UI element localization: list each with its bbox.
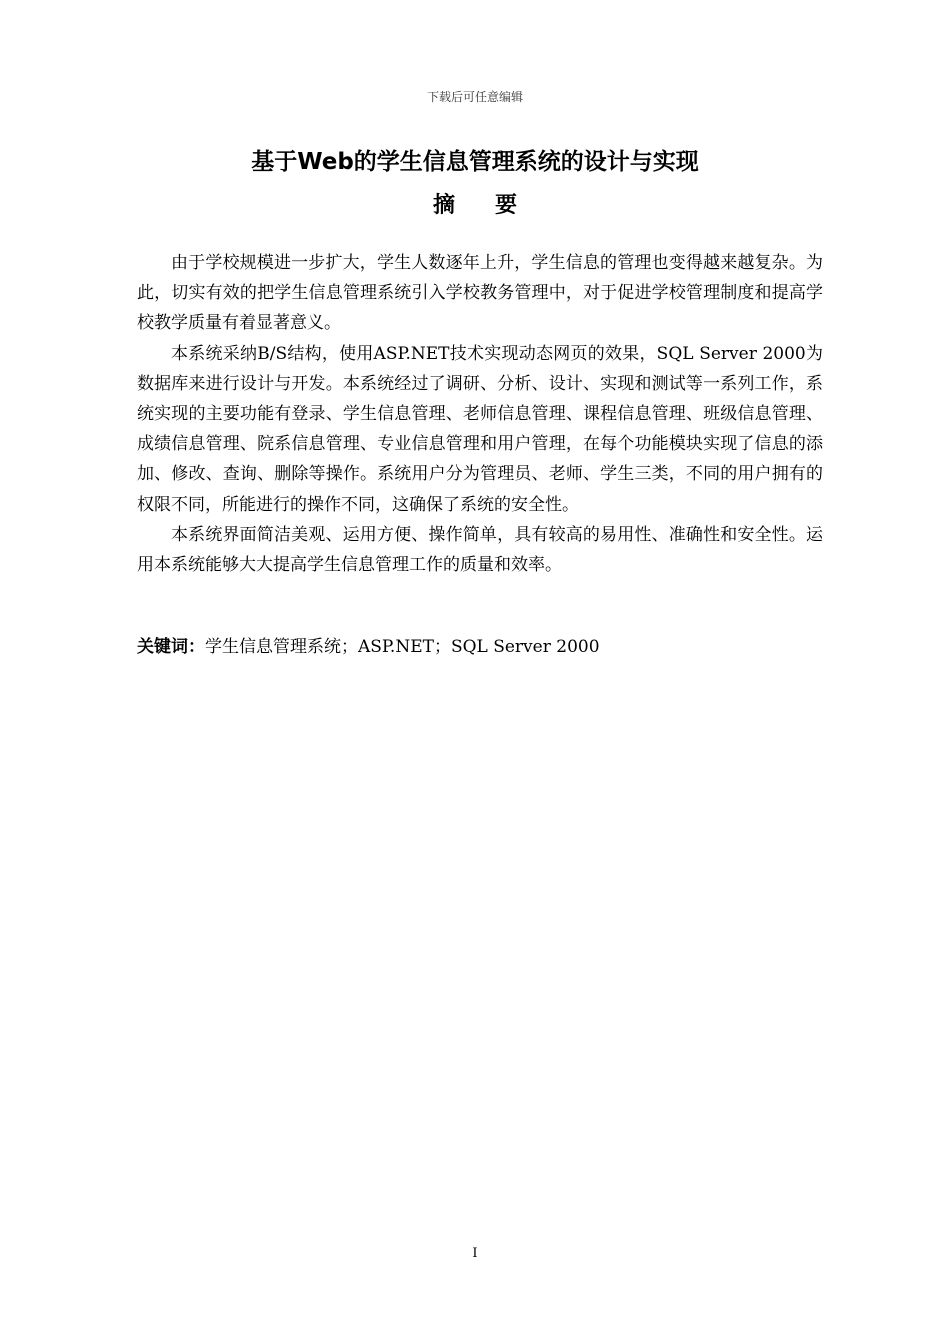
page-header-note: 下载后可任意编辑 — [426, 90, 523, 104]
keywords-value: 学生信息管理系统；ASP.NET；SQL Server 2000 — [205, 637, 600, 657]
keywords-label: 关键词： — [137, 637, 205, 657]
document-title: 基于Web的学生信息管理系统的设计与实现 — [251, 149, 699, 175]
abstract-paragraph-1: 由于学校规模进一步扩大，学生人数逐年上升，学生信息的管理也变得越来越复杂。为此，切实有效的把学生信息管理系统引入学校教务管理中，对于促进学校管理制度和提高学校教学质量有着显著意义。 — [137, 253, 823, 334]
page-number: I — [472, 1246, 478, 1261]
abstract-body — [137, 248, 823, 580]
abstract-paragraph-3: 本系统界面简洁美观、运用方便、操作简单，具有较高的易用性、准确性和安全性。运用本系统能够大大提高学生信息管理工作的质量和效率。 — [137, 524, 823, 576]
keywords-line — [137, 634, 823, 660]
abstract-heading: 摘要 — [432, 193, 557, 218]
abstract-paragraph-2: 本系统采纳B/S结构，使用ASP.NET技术实现动态网页的效果，SQL Server 2000为数据库来进行设计与开发。本系统经过了调研、分析、设计、实现和测试等一系列工作，系统实现的主要功能有登录、学生信息管理、老师信息管理、课程信息管理、班级信息管理、成绩信息管理、院系信息管理、专业信息管理和用户管理，在每个功能模块实现了信息的添加、修改、查询、删除等操作。系统用户分为管理员、老师、学生三类，不同的用户拥有的权限不同，所能进行的操作不同，这确保了系统的安全性。 — [137, 343, 823, 515]
